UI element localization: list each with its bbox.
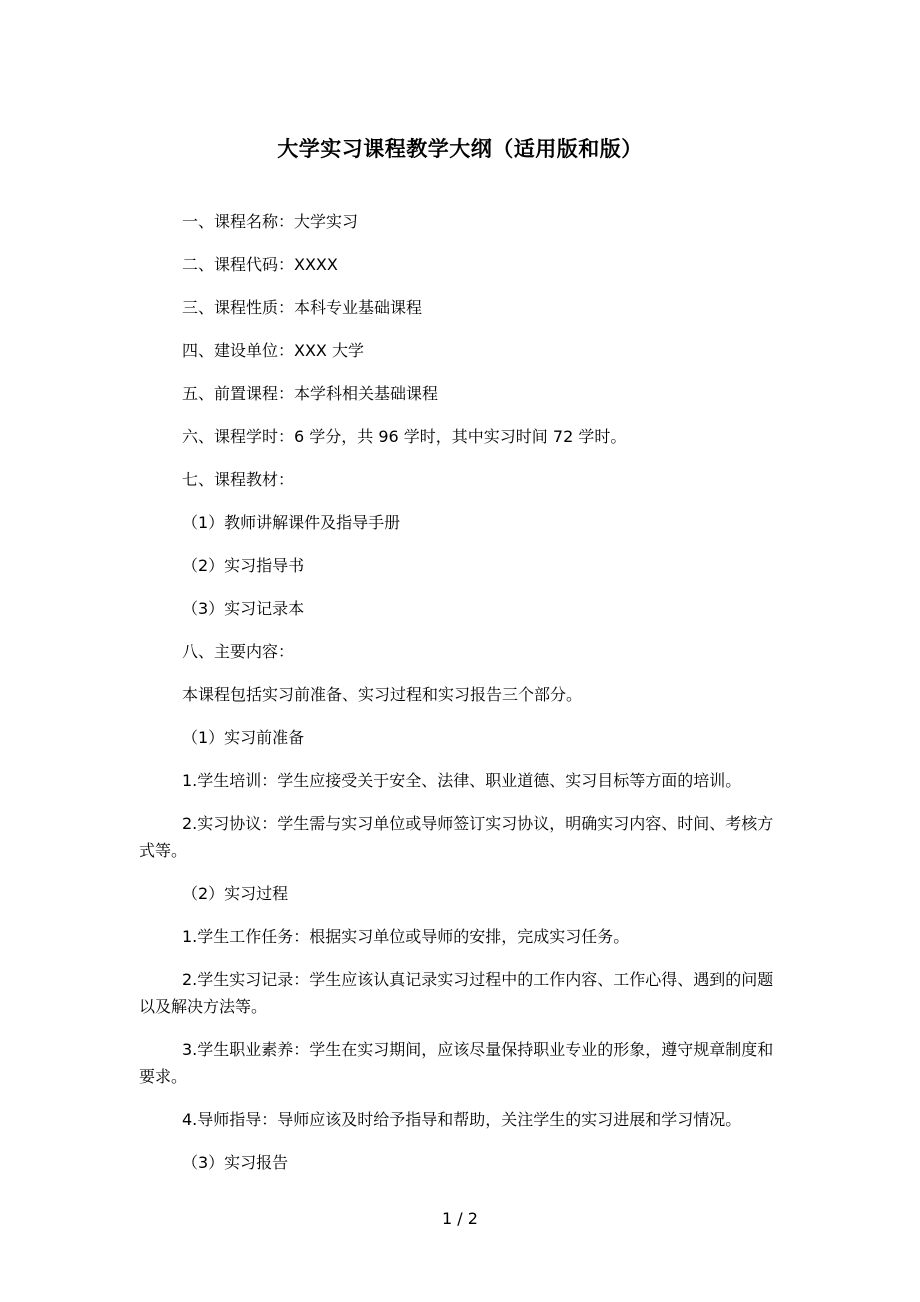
textbook-2: （2）实习指导书: [182, 556, 305, 575]
prep-agreement: 2.实习协议：学生需与实习单位或导师签订实习协议，明确实习内容、时间、考核方式等。: [139, 814, 774, 860]
content-overview: 本课程包括实习前准备、实习过程和实习报告三个部分。: [182, 685, 583, 704]
section-process: （2）实习过程: [182, 884, 289, 903]
item-course-hours: 六、课程学时：6 学分，共 96 学时，其中实习时间 72 学时。: [182, 427, 627, 446]
item-course-name: 一、课程名称：大学实习: [182, 212, 359, 231]
process-records: 2.学生实习记录：学生应该认真记录实习过程中的工作内容、工作心得、遇到的问题以及解决方法等。: [139, 970, 774, 1016]
textbook-1: （1）教师讲解课件及指导手册: [182, 513, 401, 532]
section-report: （3）实习报告: [182, 1153, 289, 1172]
item-course-code: 二、课程代码：XXXX: [182, 255, 338, 274]
prep-training: 1.学生培训：学生应接受关于安全、法律、职业道德、实习目标等方面的培训。: [182, 771, 742, 790]
item-textbooks: 七、课程教材：: [182, 470, 295, 489]
process-tasks: 1.学生工作任务：根据实习单位或导师的安排，完成实习任务。: [182, 927, 630, 946]
item-course-nature: 三、课程性质：本科专业基础课程: [182, 298, 423, 317]
page-number: 1 / 2: [442, 1209, 478, 1228]
section-preparation: （1）实习前准备: [182, 728, 305, 747]
item-building-unit: 四、建设单位：XXX 大学: [182, 341, 364, 360]
item-main-content: 八、主要内容：: [182, 642, 295, 661]
process-mentor: 4.导师指导：导师应该及时给予指导和帮助，关注学生的实习进展和学习情况。: [182, 1110, 742, 1129]
document-title: 大学实习课程教学大纲（适用版和版）: [277, 137, 643, 161]
item-prerequisite: 五、前置课程：本学科相关基础课程: [182, 384, 439, 403]
document-body: [139, 208, 779, 1192]
textbook-3: （3）实习记录本: [182, 599, 305, 618]
process-professionalism: 3.学生职业素养：学生在实习期间，应该尽量保持职业专业的形象，遵守规章制度和要求。: [139, 1040, 774, 1086]
